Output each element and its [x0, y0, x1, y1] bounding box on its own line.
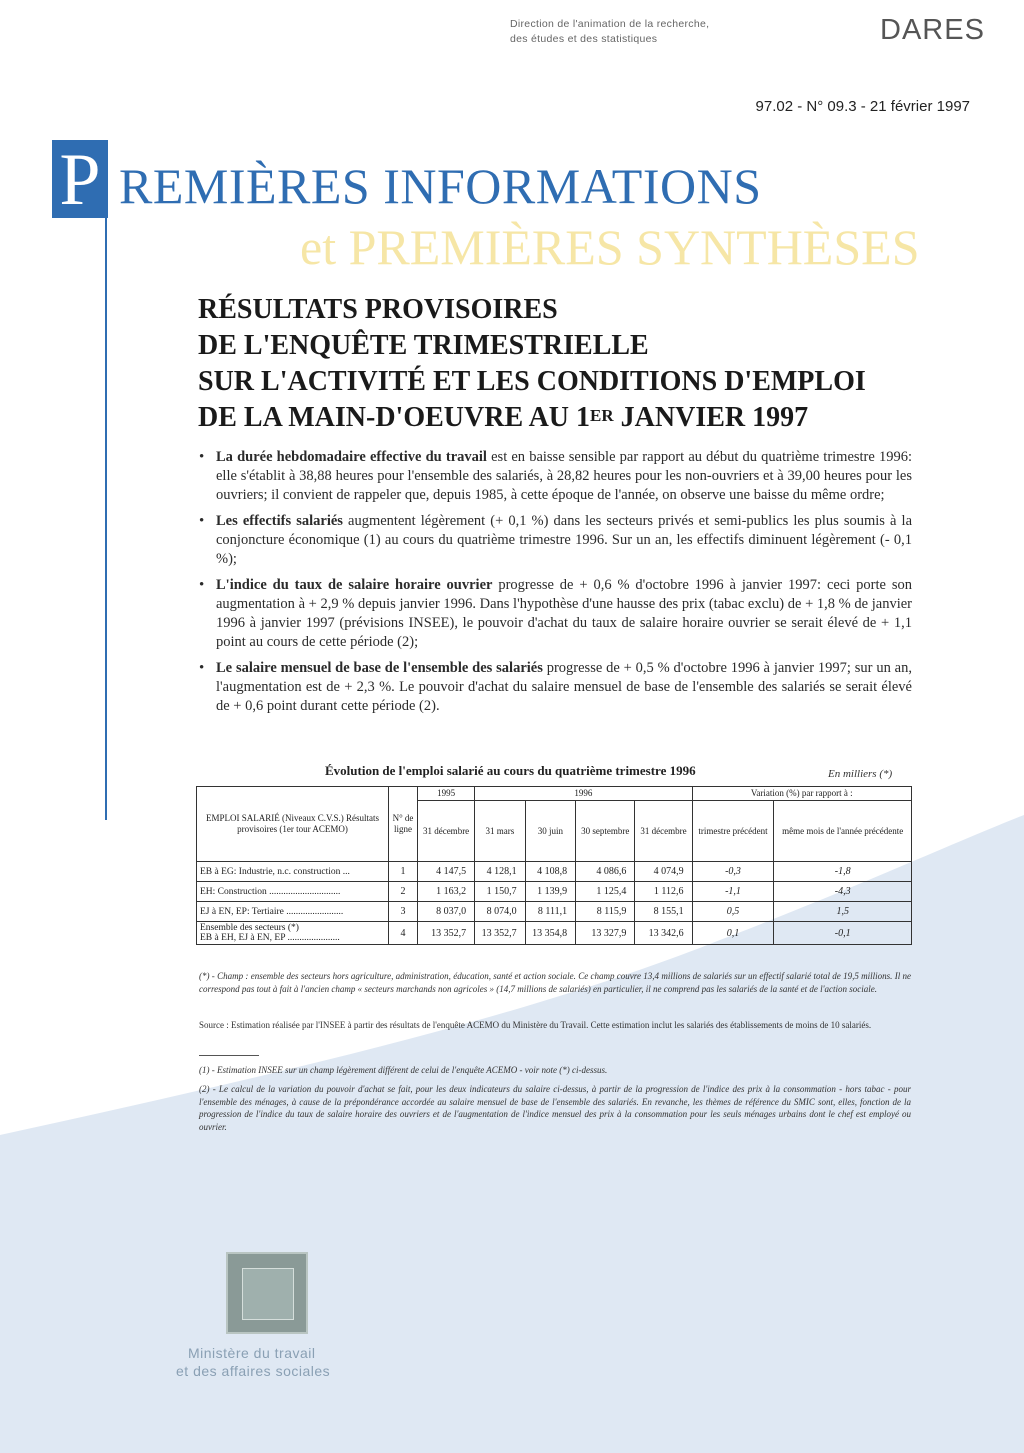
row-label-title: Ensemble des secteurs (*): [200, 923, 299, 933]
bullet-item: [196, 659, 912, 716]
masthead-vertical-rule: [105, 216, 107, 820]
heading-text: JANVIER 1997: [613, 402, 809, 433]
header-col: 31 mars: [475, 801, 525, 862]
cell: 13 342,6: [635, 922, 692, 945]
employment-table: [196, 786, 912, 945]
cell: 13 352,7: [475, 922, 525, 945]
bullet-item: [196, 576, 912, 652]
row-number: 3: [389, 902, 418, 922]
ministry-name-line2: et des affaires sociales: [176, 1363, 331, 1379]
cell: 4 108,8: [525, 862, 575, 882]
issue-number: 97.02 - N° 09.3 - 21 février 1997: [755, 98, 970, 115]
cell: 4 074,9: [635, 862, 692, 882]
org-name-line2: des études et des statistiques: [510, 33, 658, 45]
summary-bullets: [196, 448, 912, 723]
cell: 8 155,1: [635, 902, 692, 922]
document-heading: [198, 292, 958, 436]
footnote-2: (2) - Le calcul de la variation du pouvoir d'achat se fait, pour les deux indicateurs du salaire ci-dessus, à partir de la progression de l'indice des prix à la consommation - hors tabac - pour l'ensemble des ménages, à cause de la prépondérance accordée au salaire mensuel de base de l'ensemble des salariés. En revanche, les thèmes de référence du SMIC sont, elles, fonction de la progression de l'indice du taux de salaire horaire des ouvriers et de l'augmentation de l'indice mensuel des prix à la consommation pour les seuls ménages urbains dont le chef est employé ou ouvrier.: [199, 1084, 911, 1132]
cell: 8 111,1: [525, 902, 575, 922]
bullet-item: [196, 512, 912, 569]
bullet-bold: L'indice du taux de salaire horaire ouvrier: [216, 577, 493, 593]
heading-line: [198, 400, 958, 436]
header-label: EMPLOI SALARIÉ (Niveaux C.V.S.) Résultats provisoires (1er tour ACEMO): [197, 787, 389, 862]
footnote-rule: [199, 1055, 259, 1056]
header-col: trimestre précédent: [692, 801, 774, 862]
header-col: 31 décembre: [418, 801, 475, 862]
cell: 1,5: [774, 902, 912, 922]
brand-logo-text: DARES: [880, 14, 985, 46]
header-col: 30 septembre: [576, 801, 635, 862]
cell: 0,1: [692, 922, 774, 945]
cell: 4 147,5: [418, 862, 475, 882]
cell: 1 125,4: [576, 882, 635, 902]
cell: 8 037,0: [418, 902, 475, 922]
row-label: EH: Construction ..............................: [197, 882, 389, 902]
bullet-bold: La durée hebdomadaire effective du travail: [216, 449, 487, 465]
header-col: 30 juin: [525, 801, 575, 862]
table-note: (*) - Champ : ensemble des secteurs hors agriculture, administration, éducation, santé et action sociale. Ce champ couvre 13,4 millions de salariés sur un effectif salarié total de 19,5 millions. Il ne correspond pas tout à fait à l'ancien champ « secteurs marchands non agricoles » (14,7 millions de salariés) en particulier, il ne comprend pas les salariés de la santé et de l'action sociale.: [199, 971, 911, 994]
cell: 4 086,6: [576, 862, 635, 882]
cell: -0,1: [774, 922, 912, 945]
cell: -0,3: [692, 862, 774, 882]
row-number: 1: [389, 862, 418, 882]
cell: 1 150,7: [475, 882, 525, 902]
header-col: 31 décembre: [635, 801, 692, 862]
cell: 1 139,9: [525, 882, 575, 902]
table-row: [197, 882, 912, 902]
org-name-line1: Direction de l'animation de la recherche,: [510, 18, 710, 30]
bullet-text: est en baisse sensible par rapport au début du quatrième trimestre 1996: elle s'établit à 38,88 heures pour l'ensemble des salariés, à 28,82 heures pour les non-ouvriers et à 39,00 heures pour les ouvriers; il convient de rappeler que, depuis 1985, à cette époque de l'année, on observe une baisse du même ordre;: [216, 449, 912, 503]
row-label: EB à EG: Industrie, n.c. construction ...: [197, 862, 389, 882]
bullet-text: progresse de + 0,6 % d'octobre 1996 à janvier 1997: ceci porte son augmentation à + 2,9 % depuis janvier 1996. Dans l'hypothèse d'une hausse des prix (tabac exclu) de + 1,8 % de janvier 1996 à janvier 1997 (prévisions INSEE), le pouvoir d'achat du taux de salaire horaire ouvrier se serait élevé de + 1,1 point au cours de cette période (2);: [216, 577, 912, 650]
cell: 0,5: [692, 902, 774, 922]
row-label: EJ à EN, EP: Tertiaire ........................: [197, 902, 389, 922]
row-label-sub: EB à EH, EJ à EN, EP ......................: [200, 933, 340, 943]
masthead-subtitle: et PREMIÈRES SYNTHÈSES: [300, 219, 920, 275]
heading-line: RÉSULTATS PROVISOIRES: [198, 294, 558, 325]
bullet-text: augmentent légèrement (+ 0,1 %) dans les secteurs privés et semi-publics les plus soumis à la conjoncture économique (1) au cours du quatrième trimestre 1996. Sur un an, les effectifs diminuent légèrement (- 0,1 %);: [216, 513, 913, 567]
cell: 13 352,7: [418, 922, 475, 945]
bullet-bold: Les effectifs salariés: [216, 513, 343, 529]
bullet-item: [196, 448, 912, 505]
ministry-name-line1: Ministère du travail: [188, 1345, 316, 1361]
cell: 1 112,6: [635, 882, 692, 902]
table-row-total: [197, 922, 912, 945]
ministry-logo-emblem: [242, 1268, 294, 1320]
bullet-text: progresse de + 0,5 % d'octobre 1996 à janvier 1997; sur un an, l'augmentation est de + 2,3 %. Le pouvoir d'achat du salaire mensuel de base de l'ensemble des salariés se serait élevé de + 0,6 point durant cette période (2).: [216, 660, 912, 714]
header-year-1995: 1995: [418, 787, 475, 801]
footnote-1: (1) - Estimation INSEE sur un champ légèrement différent de celui de l'enquête ACEMO - voir note (*) ci-dessus.: [199, 1065, 608, 1075]
masthead-title: REMIÈRES INFORMATIONS: [119, 158, 762, 214]
heading-line: SUR L'ACTIVITÉ ET LES CONDITIONS D'EMPLOI: [198, 366, 866, 397]
cell: -1,1: [692, 882, 774, 902]
heading-line: DE L'ENQUÊTE TRIMESTRIELLE: [198, 330, 649, 361]
table-source: Source : Estimation réalisée par l'INSEE à partir des résultats de l'enquête ACEMO du Ministère du Travail. Cette estimation inclut les salariés des établissements de moins de 10 salariés.: [199, 1020, 872, 1030]
heading-superscript: ER: [590, 406, 614, 425]
cell: 13 327,9: [576, 922, 635, 945]
header-col: même mois de l'année précédente: [774, 801, 912, 862]
header-line-number: N° de ligne: [389, 787, 418, 862]
table-row: [197, 902, 912, 922]
row-number: 2: [389, 882, 418, 902]
masthead-initial: P: [52, 140, 108, 218]
table-unit: En milliers (*): [828, 768, 893, 780]
cell: 13 354,8: [525, 922, 575, 945]
cell: 1 163,2: [418, 882, 475, 902]
ministry-logo: [226, 1252, 308, 1334]
cell: 8 115,9: [576, 902, 635, 922]
bullet-bold: Le salaire mensuel de base de l'ensemble des salariés: [216, 660, 543, 676]
cell: 8 074,0: [475, 902, 525, 922]
cell: -4,3: [774, 882, 912, 902]
heading-text: DE LA MAIN-D'OEUVRE AU 1: [198, 402, 591, 433]
row-number: 4: [389, 922, 418, 945]
table-title: Évolution de l'emploi salarié au cours du quatrième trimestre 1996: [325, 763, 696, 778]
header-variation: Variation (%) par rapport à :: [692, 787, 911, 801]
cell: 4 128,1: [475, 862, 525, 882]
cell: -1,8: [774, 862, 912, 882]
header-year-1996: 1996: [475, 787, 692, 801]
row-label: [197, 922, 389, 945]
table-row: [197, 862, 912, 882]
